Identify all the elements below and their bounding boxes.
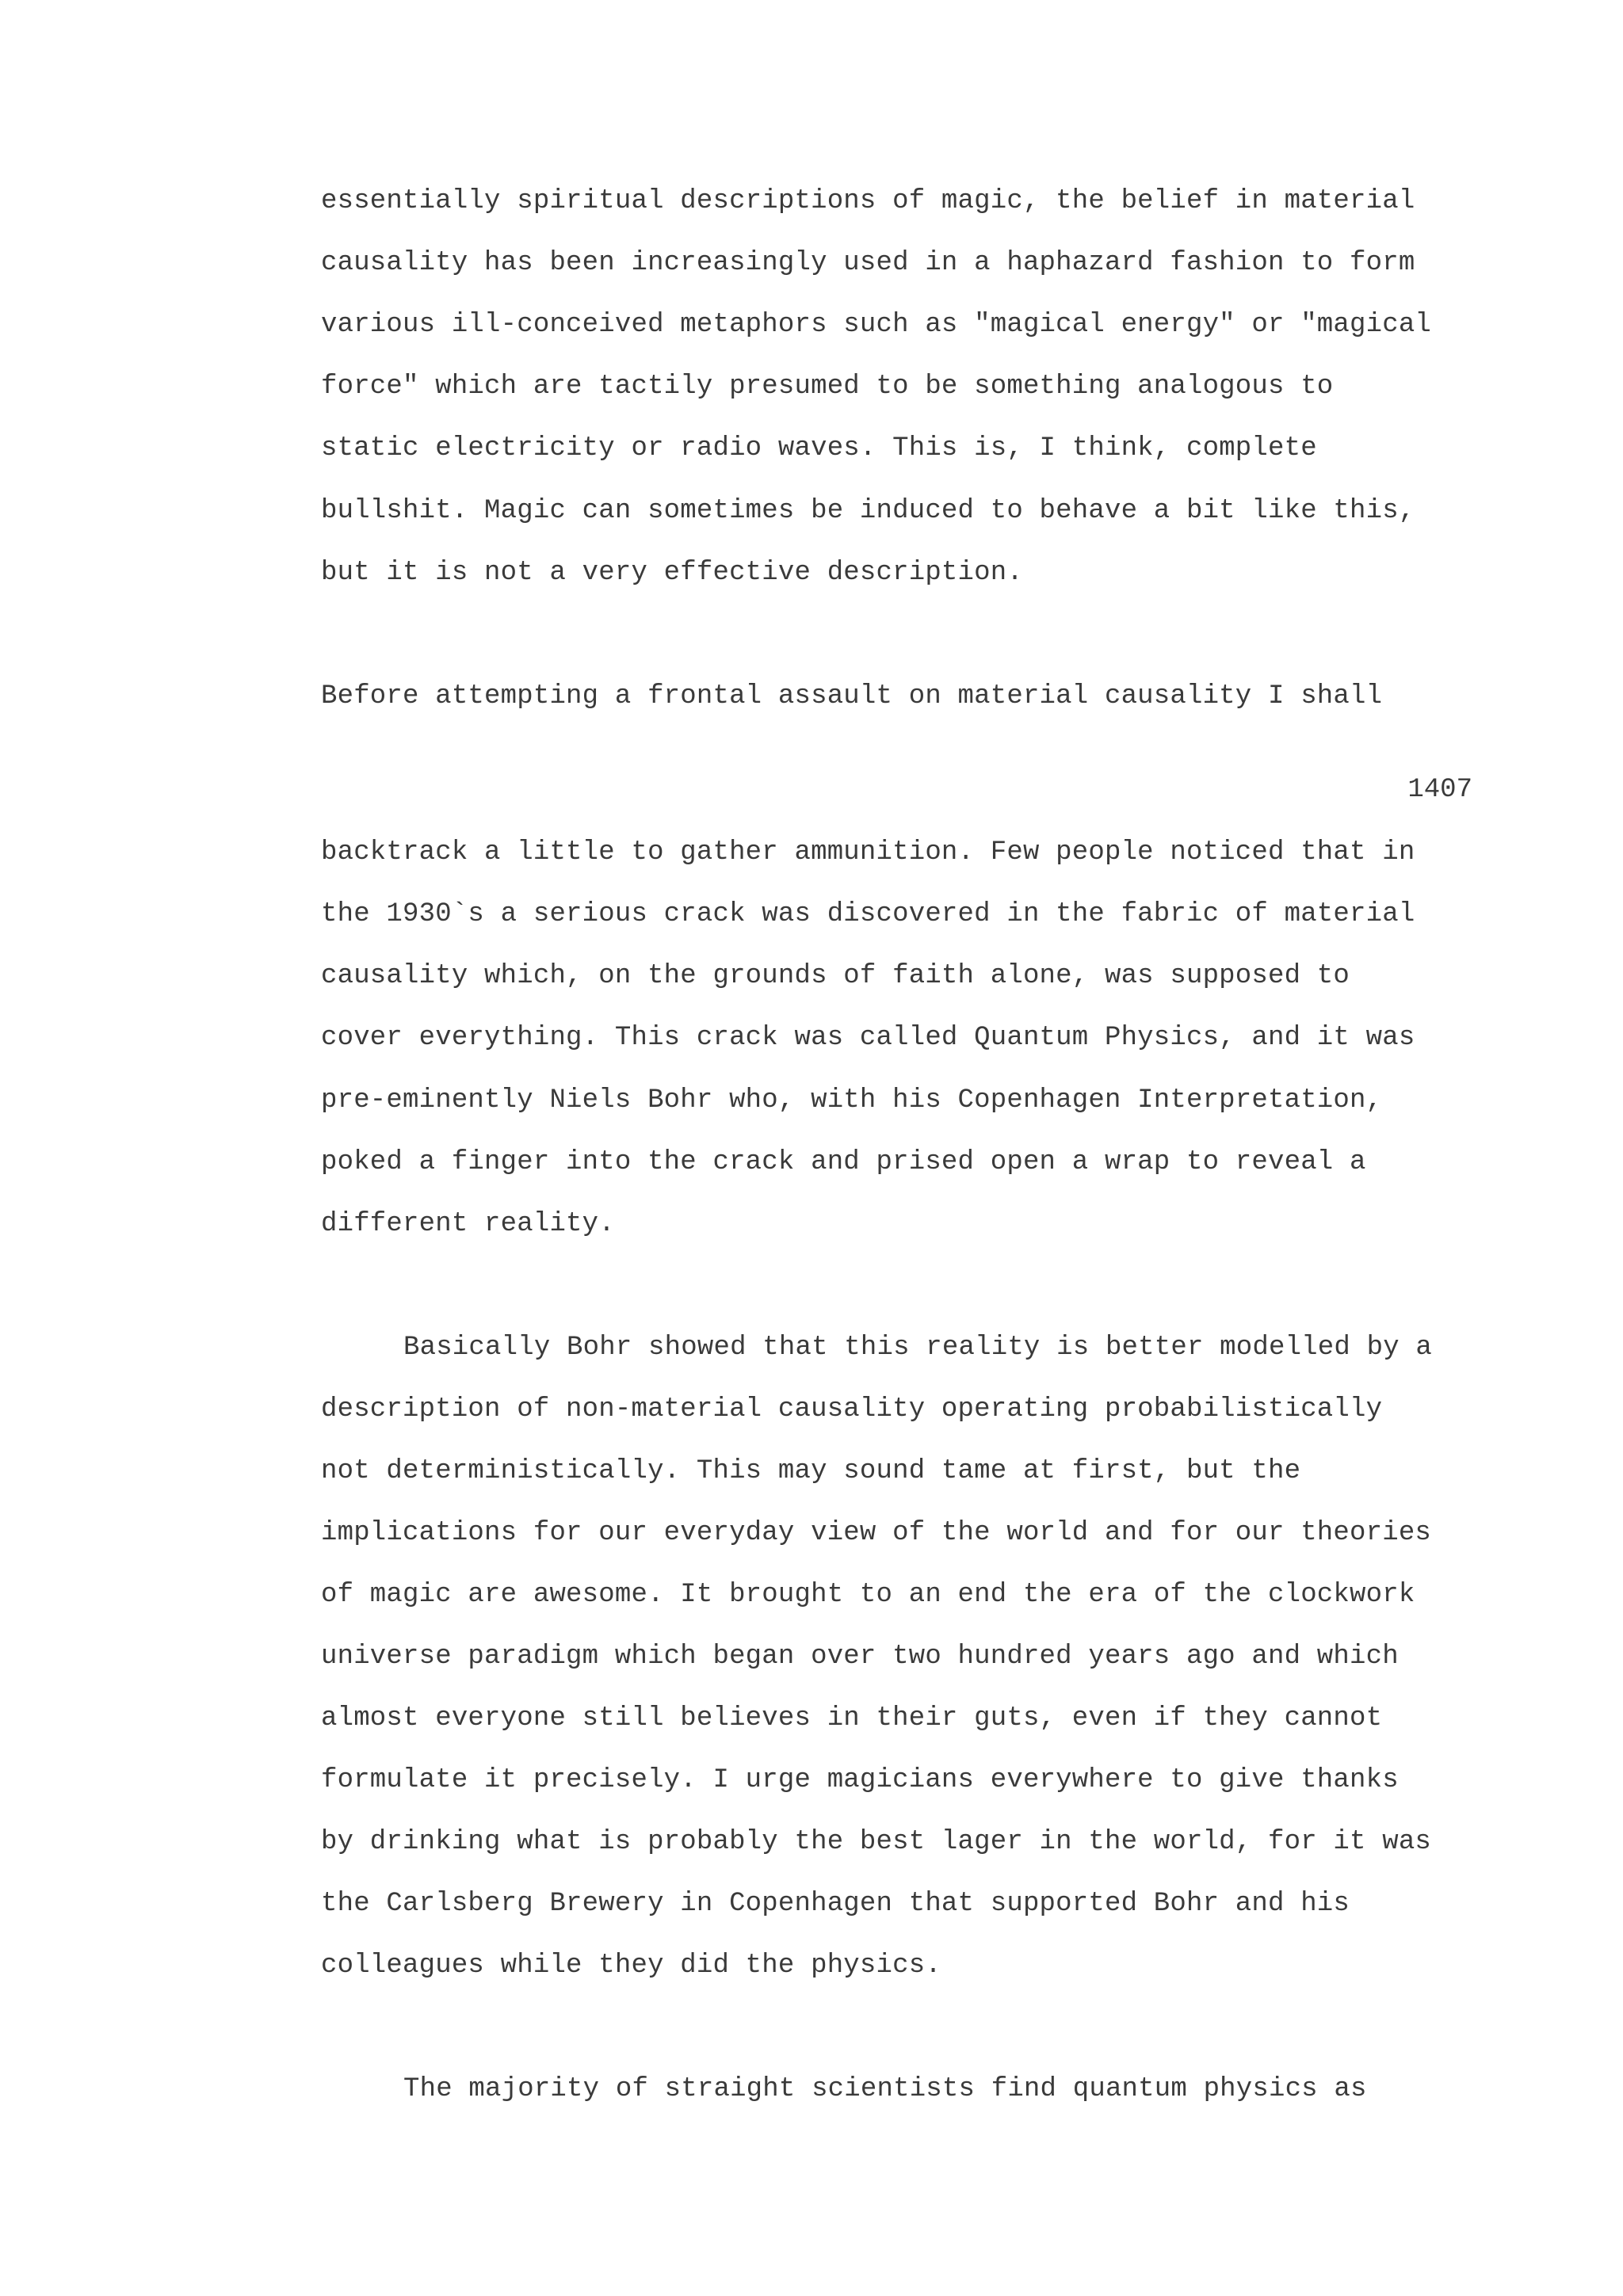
text-line: not deterministically. This may sound tame at first, but the — [321, 1456, 1301, 1486]
text-line: by drinking what is probably the best lager in the world, for it was — [321, 1827, 1432, 1857]
text-line: Before attempting a frontal assault on material causality I shall — [321, 681, 1383, 711]
text-line: the Carlsberg Brewery in Copenhagen that supported Bohr and his — [321, 1889, 1350, 1919]
text-line: description of non-material causality operating probabilistically — [321, 1394, 1383, 1425]
text-line: force" which are tactily presumed to be something analogous to — [321, 372, 1334, 402]
text-line: backtrack a little to gather ammunition. Few people noticed that in — [321, 837, 1415, 868]
text-line: essentially spiritual descriptions of magic, the belief in material — [321, 186, 1415, 216]
text-line: Basically Bohr showed that this reality is better modelled by a — [403, 1333, 1433, 1363]
text-line: colleagues while they did the physics. — [321, 1951, 941, 1981]
text-line: causality which, on the grounds of faith alone, was supposed to — [321, 961, 1350, 991]
text-line: static electricity or radio waves. This is, I think, complete — [321, 433, 1317, 463]
text-line: of magic are awesome. It brought to an end the era of the clockwork — [321, 1580, 1415, 1610]
text-line: but it is not a very effective description. — [321, 558, 1023, 588]
text-line: pre-eminently Niels Bohr who, with his Copenhagen Interpretation, — [321, 1085, 1383, 1116]
text-line: implications for our everyday view of the world and for our theories — [321, 1518, 1432, 1548]
text-line: different reality. — [321, 1209, 615, 1239]
text-line: bullshit. Magic can sometimes be induced to behave a bit like this, — [321, 496, 1415, 526]
page-number: 1407 — [1407, 775, 1472, 805]
text-line: universe paradigm which began over two hundred years ago and which — [321, 1642, 1399, 1672]
text-line: formulate it precisely. I urge magicians everywhere to give thanks — [321, 1765, 1399, 1795]
text-line: causality has been increasingly used in a haphazard fashion to form — [321, 248, 1415, 278]
text-line: the 1930`s a serious crack was discovered in the fabric of material — [321, 899, 1415, 929]
text-line: various ill-conceived metaphors such as "magical energy" or "magical — [321, 310, 1432, 340]
text-line: cover everything. This crack was called Quantum Physics, and it was — [321, 1023, 1415, 1053]
text-line: almost everyone still believes in their guts, even if they cannot — [321, 1703, 1383, 1733]
text-line: poked a finger into the crack and prised open a wrap to reveal a — [321, 1147, 1366, 1177]
text-line: The majority of straight scientists find quantum physics as — [403, 2074, 1367, 2104]
